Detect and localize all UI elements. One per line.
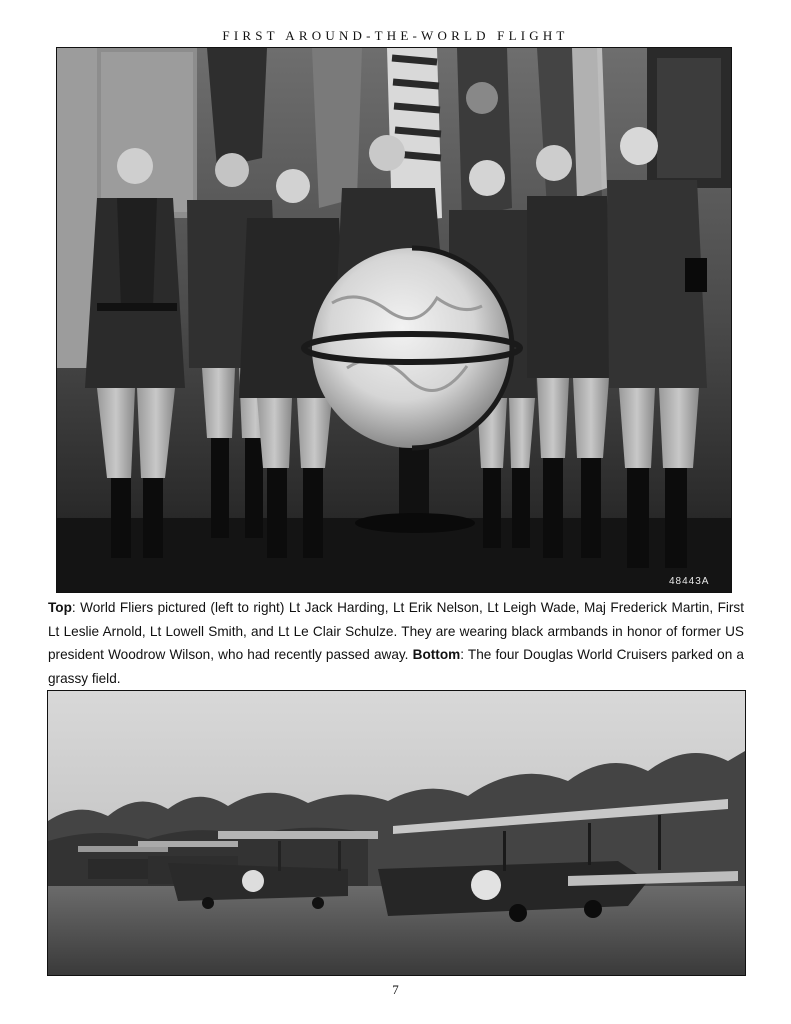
negative-number: 48443A	[669, 576, 710, 587]
caption-top-text: : World Fliers pictured (left to right) Lt Jack Harding, Lt Erik Nelson, Lt Leigh Wade, Maj Frederick Martin, First Lt Leslie Arnold, Lt Lowell Smith, and Lt Le Clair Schulze. They are wearing black armbands in honor of former US president Woodrow Wilson, who had recently passed away.	[48, 600, 744, 662]
caption-bottom-text: : The four Douglas World Cruisers parked on a grassy field.	[48, 647, 744, 686]
caption-top-label: Top	[48, 600, 72, 615]
caption-bottom-label: Bottom	[412, 647, 461, 662]
top-photo-aviators-with-globe	[56, 47, 732, 593]
bottom-photo-world-cruisers	[47, 690, 746, 976]
page-number: 7	[392, 982, 399, 997]
page-header: FIRST AROUND-THE-WORLD FLIGHT	[222, 28, 569, 43]
photo-caption	[48, 596, 744, 690]
